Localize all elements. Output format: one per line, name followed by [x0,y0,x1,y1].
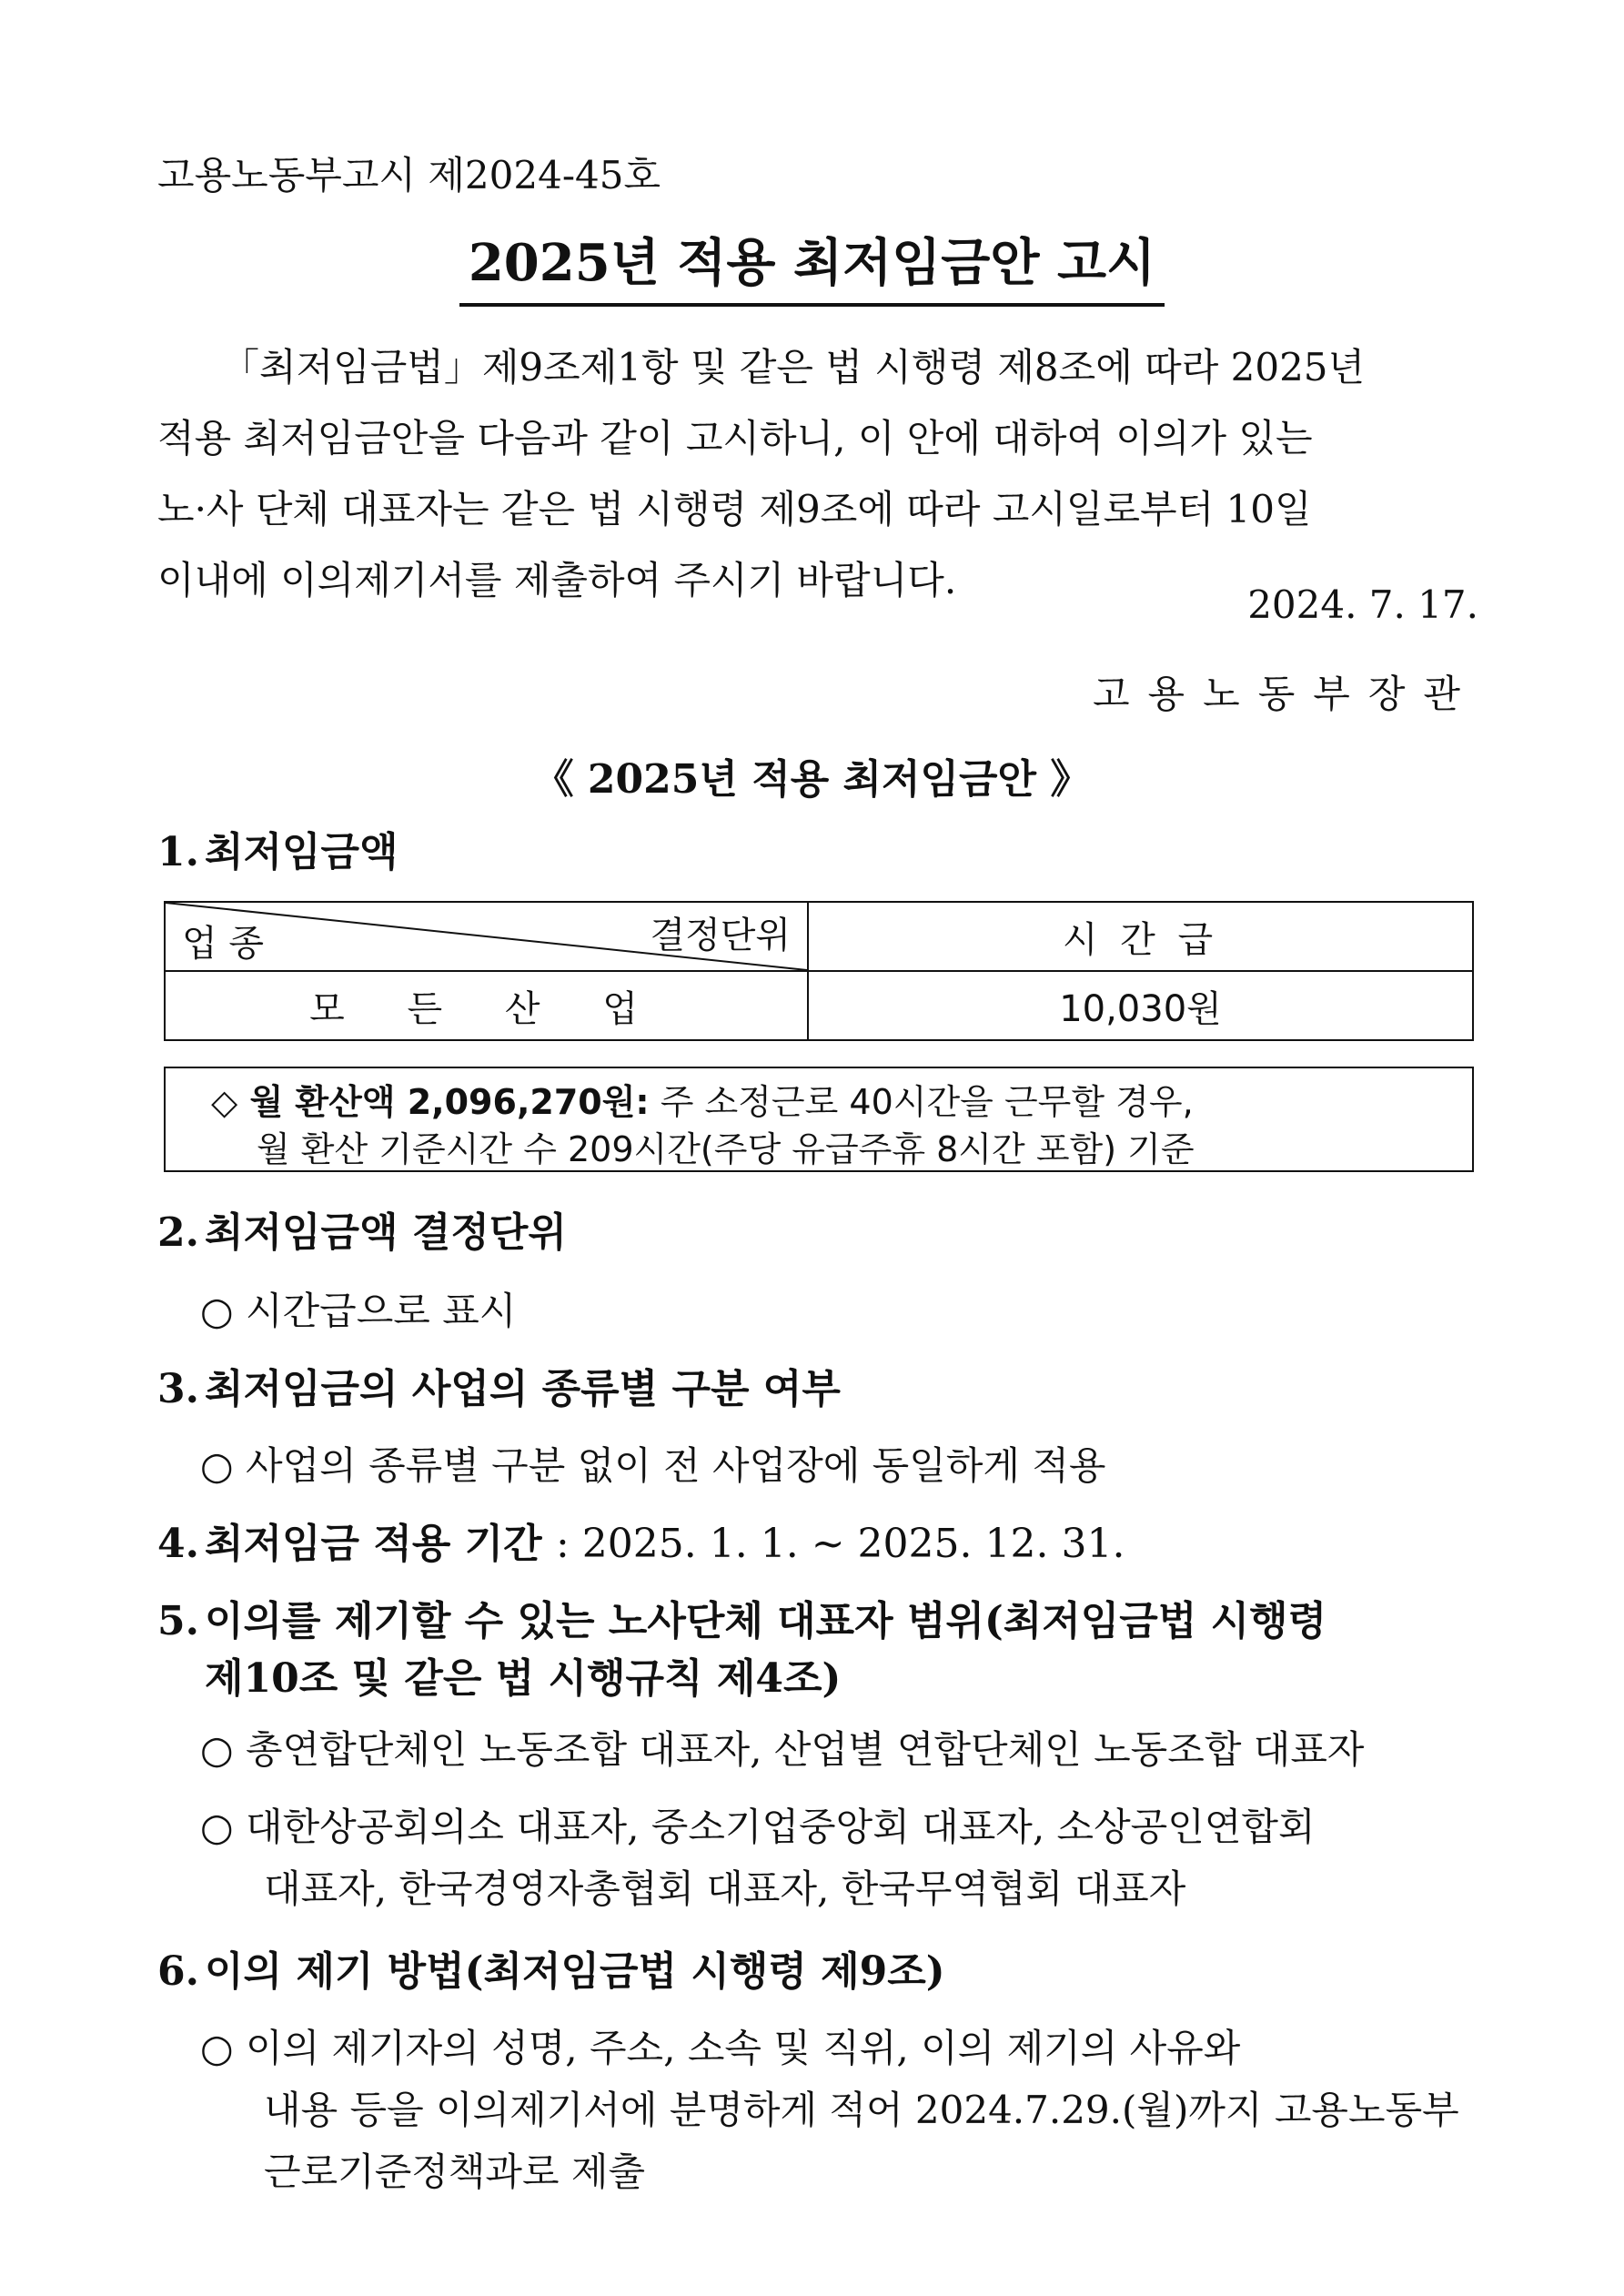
minister-signature: 고용노동부장관 [1092,672,1478,716]
monthly-amount: ◇ 월 환산액 2,096,270원: [211,1082,650,1122]
section-title: 최저임금의 사업의 종류별 구분 여부 [205,1366,841,1412]
section-title: 최저임금 적용 기간 [205,1521,542,1567]
section-4-heading [157,1511,1125,1569]
row-all-industries: 모 든 산 업 [165,971,808,1040]
section-3-heading [157,1356,841,1414]
section-title: 최저임금액 [205,829,398,875]
intro-line: 적용 최저임금안을 다음과 같이 고시하니, 이 안에 대하여 이의가 있는 [157,416,1313,460]
intro-line: 이내에 이의제기서를 제출하여 주시기 바랍니다. [157,558,957,602]
table-header-diagonal-cell [165,902,808,971]
proposal-subtitle: 《 2025년 적용 최저임금안 》 [533,756,1091,803]
section-5-heading [157,1588,1326,1646]
section-number: 2. [157,1209,199,1256]
monthly-condition: 주 소정근로 40시간을 근무할 경우, [649,1082,1194,1122]
section-1-heading [157,819,398,877]
section-number: 1. [157,829,199,875]
section-3-bullet: ○ 사업의 종류별 구분 없이 전 사업장에 동일하게 적용 [200,1443,1106,1488]
section-title: 최저임금액 결정단위 [205,1209,567,1256]
section-2-bullet: ○ 시간급으로 표시 [200,1289,517,1333]
intro-line: 노·사 단체 대표자는 같은 법 시행령 제9조에 따라 고시일로부터 10일 [157,487,1312,531]
page-title-text: 2025년 적용 최저임금안 고시 [459,223,1165,307]
monthly-line-2: 월 환산 기준시간 수 209시간(주당 유급주휴 8시간 포함) 기준 [257,1129,1195,1169]
section-number: 6. [157,1948,199,1995]
header-decision-unit: 결정단위 [650,915,791,956]
header-industry: 업 종 [182,923,264,965]
section-6-bullet-line-2: 내용 등을 이의제기서에 분명하게 적어 2024.7.29.(월)까지 고용노동부 [264,2088,1459,2132]
section-6-bullet-line-3: 근로기준정책과로 제출 [264,2149,646,2194]
section-2-heading [157,1199,567,1258]
intro-paragraph [157,332,1478,616]
section-5-bullet-2: ○ 대한상공회의소 대표자, 중소기업중앙회 대표자, 소상공인연합회 [200,1805,1316,1849]
row-hourly-wage-value: 10,030원 [808,971,1473,1040]
monthly-conversion-box [164,1067,1474,1172]
notice-date: 2024. 7. 17. [1247,582,1478,627]
header-hourly-wage: 시 간 급 [808,902,1473,971]
section-number: 4. [157,1521,199,1567]
section-6-heading [157,1938,945,1997]
wage-table [164,901,1474,1041]
section-detail: : 2025. 1. 1. ~ 2025. 12. 31. [556,1521,1125,1567]
notice-number: 고용노동부고시 제2024-45호 [157,153,661,197]
section-5-heading-cont: 제10조 및 같은 법 시행규칙 제4조) [205,1655,842,1702]
monthly-line-1 [211,1074,1194,1124]
intro-line: 「최저임금법」제9조제1항 및 같은 법 시행령 제8조에 따라 2025년 [221,345,1366,389]
section-number: 3. [157,1366,199,1412]
section-5-bullet-2-cont: 대표자, 한국경영자총협회 대표자, 한국무역협회 대표자 [264,1866,1186,1911]
section-title: 이의 제기 방법(최저임금법 시행령 제9조) [205,1948,945,1995]
page-title [0,223,1624,307]
section-5-bullet-1: ○ 총연합단체인 노동조합 대표자, 산업별 연합단체인 노동조합 대표자 [200,1727,1365,1772]
section-title: 이의를 제기할 수 있는 노사단체 대표자 범위(최저임금법 시행령 [205,1598,1327,1644]
section-number: 5. [157,1598,199,1644]
section-6-bullet-line-1: ○ 이의 제기자의 성명, 주소, 소속 및 직위, 이의 제기의 사유와 [200,2026,1241,2070]
